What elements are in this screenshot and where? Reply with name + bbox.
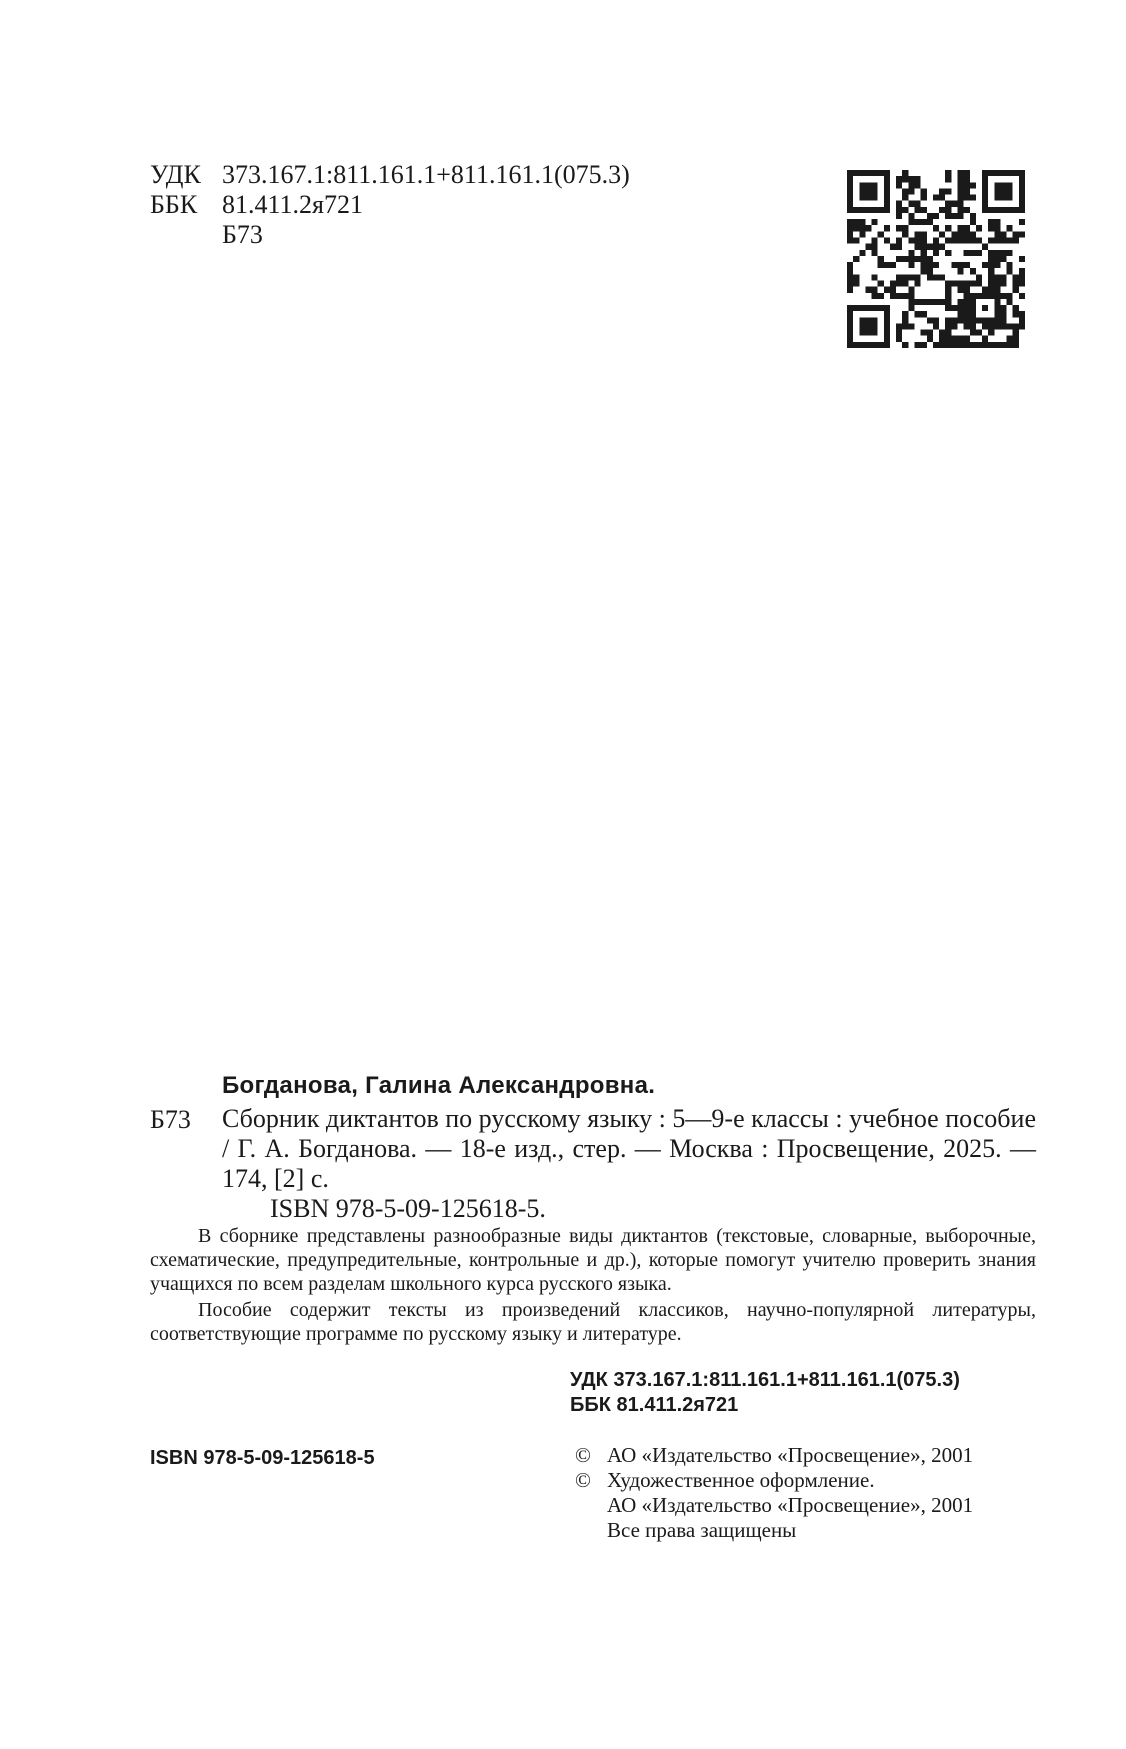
bib-code: Б73 xyxy=(150,1105,191,1134)
copyright-line: АО «Издательство «Просвещение», 2001 xyxy=(607,1493,974,1517)
bib-isbn: ISBN 978-5-09-125618-5. xyxy=(270,1194,546,1223)
udk-label: УДК xyxy=(150,160,201,189)
classification-codes xyxy=(150,160,630,250)
copyright-symbol: © xyxy=(575,1468,591,1492)
author-heading: Богданова, Галина Александровна. xyxy=(222,1072,656,1099)
copyright-line xyxy=(575,1443,973,1468)
bbk-row xyxy=(150,190,630,220)
bbk-bold: ББК 81.411.2я721 xyxy=(570,1394,739,1416)
udk-value: 373.167.1:811.161.1+811.161.1(075.3) xyxy=(222,160,630,189)
udk-row xyxy=(150,160,630,190)
isbn-bold: ISBN 978-5-09-125618-5 xyxy=(150,1447,375,1469)
classification-codes-bold xyxy=(570,1368,960,1418)
qr-code-icon xyxy=(847,170,1025,348)
annotation xyxy=(150,1224,1036,1346)
copyright-symbol: © xyxy=(575,1443,591,1467)
bib-entry xyxy=(150,1104,1036,1224)
bib-body xyxy=(222,1104,1036,1224)
copyright-line xyxy=(575,1468,973,1493)
rights-reserved: Все права защищены xyxy=(607,1518,797,1542)
author-mark: Б73 xyxy=(222,220,263,249)
copyright-text: Художественное оформление. xyxy=(607,1468,875,1492)
annotation-paragraph: Пособие содержит тексты из произведений классиков, научно-популярной литературы, соответствующие программе по русскому языку и литературе. xyxy=(150,1299,1036,1345)
copyright-text: АО «Издательство «Просвещение», 2001 xyxy=(607,1443,974,1467)
copyright-block xyxy=(575,1443,973,1543)
bbk-value: 81.411.2я721 xyxy=(222,190,363,219)
bbk-label: ББК xyxy=(150,190,198,219)
annotation-paragraph: В сборнике представлены разнообразные виды диктантов (текстовые, словарные, выборочные, схематические, предупредительные, контрольные и др.), которые помогут учителю проверить знания учащихся по всем разделам школьного курса русского языка. xyxy=(150,1225,1036,1295)
udk-bold: УДК 373.167.1:811.161.1+811.161.1(075.3) xyxy=(570,1369,960,1391)
bibliographic-record xyxy=(150,1068,1036,1346)
bib-title-text: Сборник диктантов по русскому языку : 5—9-е классы : учебное пособие / Г. А. Богданова. — 18-е изд., стер. — Москва : Просвещение, 2025. — 174, [2] с. xyxy=(222,1104,1036,1193)
